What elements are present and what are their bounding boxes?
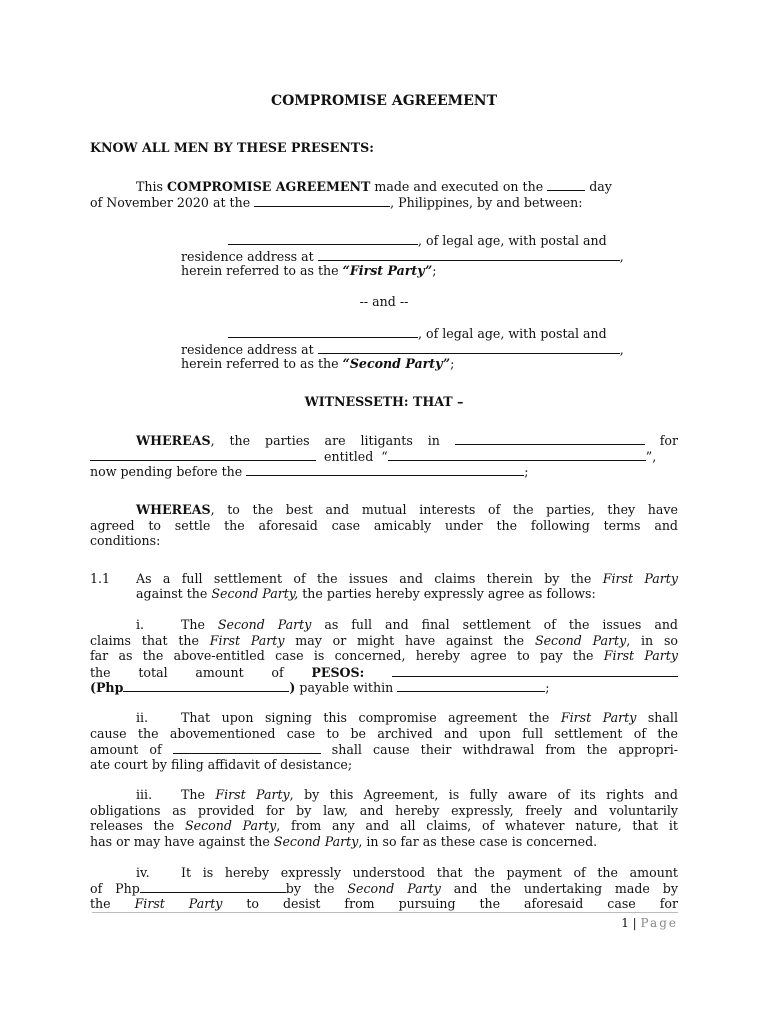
party1-line-3: herein referred to as the “First Party”; (181, 263, 437, 278)
section-1-1-line-1: As a full settlement of the issues and claims therein by the First Party (136, 571, 678, 586)
item-iii-line-3: releases the Second Party, from any and all claims, of whatever nature, that it (90, 818, 678, 833)
item-iii-line-1: The First Party, by this Agreement, is fully aware of its rights and (181, 787, 678, 802)
whereas2-line-1: WHEREAS, to the best and mutual interests of the parties, they have (136, 502, 678, 517)
item-ii-line-2: cause the abovementioned case to be archived and upon full settlement of the (90, 726, 678, 741)
item-iii-number: iii. (136, 787, 153, 802)
page-number: 1 (621, 916, 629, 930)
whereas2-line-3: conditions: (90, 533, 161, 548)
party2-line-3: herein referred to as the “Second Party”; (181, 356, 455, 371)
page-label: Page (640, 916, 678, 930)
item-i-number: i. (136, 617, 145, 632)
item-i-line-1: The Second Party as full and final settlement of the issues and (181, 617, 678, 632)
item-i-line-2: claims that the First Party may or might have against the Second Party, in so (90, 633, 678, 648)
party1-line-1: , of legal age, with postal and (228, 232, 607, 248)
item-i-line-4: the total amount of PESOS: (90, 664, 678, 680)
intro-line-1: This COMPROMISE AGREEMENT made and executed on the day (136, 179, 612, 194)
item-ii-number: ii. (136, 710, 149, 725)
item-iv-line-1: It is hereby expressly understood that the payment of the amount (181, 865, 678, 880)
whereas1-line-2: entitled “ ”, (90, 448, 656, 464)
whereas2-line-2: agreed to settle the aforesaid case amicably under the following terms and (90, 518, 678, 533)
whereas1-line-3: now pending before the ; (90, 464, 529, 479)
item-iv-line-3: the First Party to desist from pursuing the aforesaid case for (90, 896, 678, 911)
item-ii-line-4: ate court by filing affidavit of desistance; (90, 757, 353, 772)
section-1-1-line-2: against the Second Party, the parties hereby expressly agree as follows: (136, 586, 596, 601)
item-iii-line-2: obligations as provided for by law, and hereby expressly, freely and voluntarily (90, 803, 678, 818)
intro-line-2: of November 2020 at the , Philippines, by and between: (90, 195, 583, 210)
know-all-heading: KNOW ALL MEN BY THESE PRESENTS: (90, 140, 374, 155)
item-ii-line-3: amount of shall cause their withdrawal from the appropri- (90, 742, 678, 757)
document-title: COMPROMISE AGREEMENT (270, 93, 498, 109)
item-iv-line-2: of Php by the Second Party and the undertaking made by (90, 881, 678, 896)
item-i-line-5: (Php ) payable within ; (90, 680, 550, 695)
item-i-line-3: far as the above-entitled case is concerned, hereby agree to pay the First Party (90, 648, 678, 663)
item-iii-line-4: has or may have against the Second Party, in so far as these case is concerned. (90, 834, 598, 849)
footer-divider (92, 912, 678, 913)
party2-line-2: residence address at , (181, 342, 624, 357)
item-ii-line-1: That upon signing this compromise agreement the First Party shall (181, 710, 678, 725)
item-iv-number: iv. (136, 865, 150, 880)
page-footer: 1 | Page (621, 916, 678, 930)
section-1-1-number: 1.1 (90, 571, 111, 586)
party1-line-2: residence address at , (181, 249, 624, 264)
whereas1-line-1: WHEREAS, the parties are litigants in for (136, 433, 678, 448)
witnesseth-heading: WITNESSETH: THAT – (304, 394, 464, 409)
party2-line-1: , of legal age, with postal and (228, 325, 607, 341)
and-separator: -- and -- (359, 294, 409, 309)
